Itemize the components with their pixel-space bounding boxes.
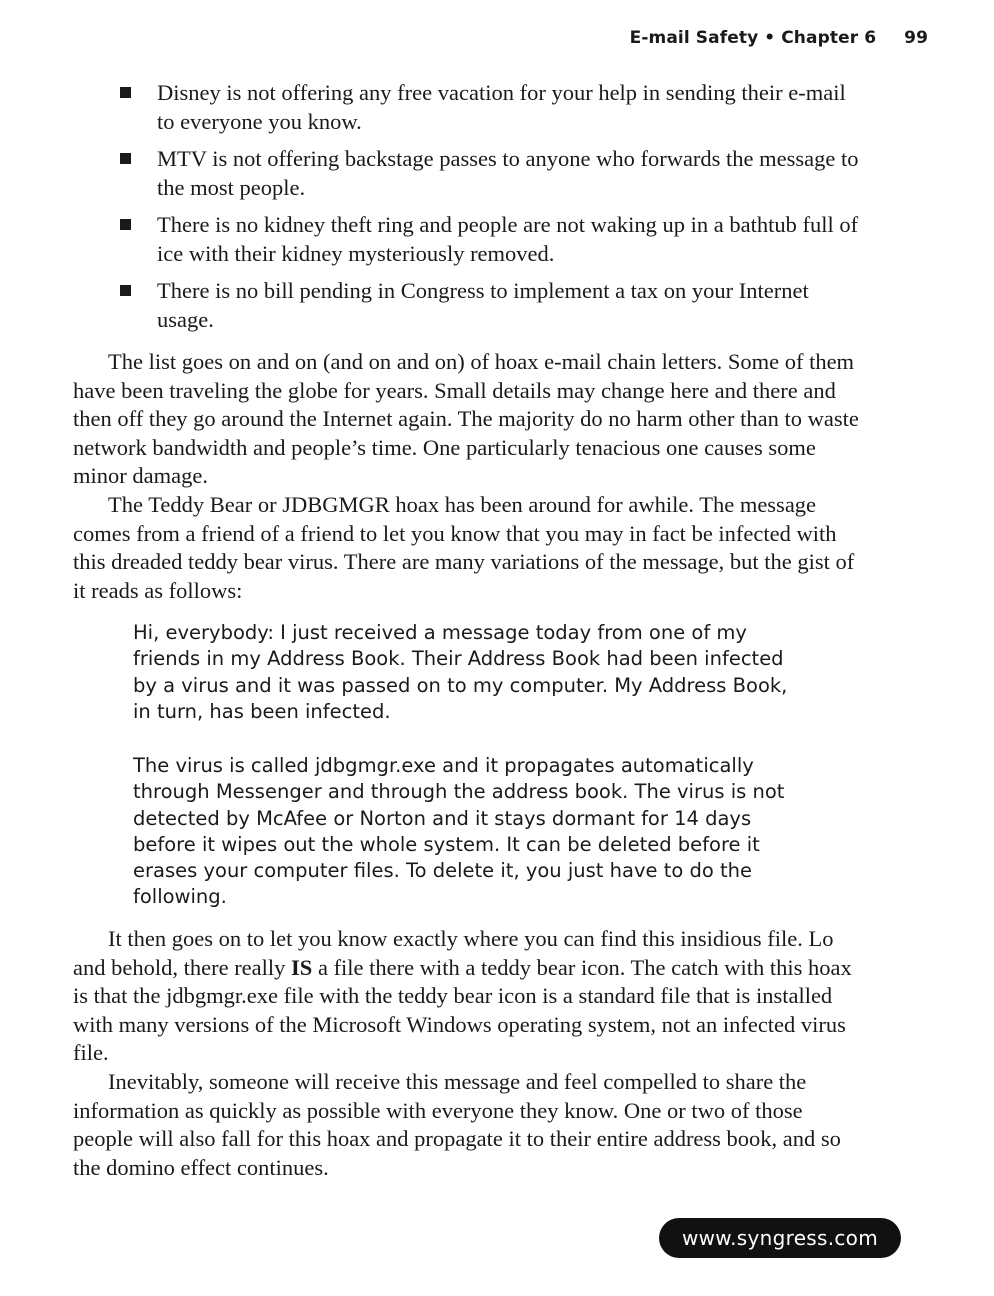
hoax-quote-paragraph: Hi, everybody: I just received a message today from one of my friends in my Address Book. Their Address Book had been infected by a virus and it was passed on to my computer. My Address Book, in turn, has been infected. xyxy=(133,621,788,723)
bullet-square-icon xyxy=(120,153,131,164)
website-badge: www.syngress.com xyxy=(659,1218,901,1258)
emphasis-text: IS xyxy=(291,954,313,980)
body-paragraph xyxy=(73,925,863,1068)
bullet-text: There is no bill pending in Congress to implement a tax on your Internet usage. xyxy=(157,278,809,332)
hoax-quote-paragraph: The virus is called jdbgmgr.exe and it propagates automatically through Messenger and through the address book. The virus is not detected by McAfee or Norton and it stays dormant for 14 days before it wipes out the whole system. It can be deleted before it erases your computer files. To delete it, you just have to do the following. xyxy=(133,754,785,909)
bullet-text: Disney is not offering any free vacation for your help in sending their e-mail to everyone you know. xyxy=(157,80,846,134)
body-paragraph: Inevitably, someone will receive this message and feel compelled to share the information as quickly as possible with everyone they know. One or two of those people will also fall for this hoax and propagate it to their entire address book, and so the domino effect continues. xyxy=(73,1069,841,1180)
bullet-square-icon xyxy=(120,285,131,296)
bullet-square-icon xyxy=(120,219,131,230)
paragraph-text: a file there with a teddy bear icon. The catch with this hoax is that the jdbgmgr.exe file with the teddy bear icon is a standard file that is installed with many versions of the Microsoft Windows operating system, not an infected virus file. xyxy=(73,954,852,1066)
bullet-text: MTV is not offering backstage passes to anyone who forwards the message to the most people. xyxy=(157,146,859,200)
list-item xyxy=(120,210,860,268)
list-item xyxy=(120,144,860,202)
header-separator: • xyxy=(764,28,776,48)
body-paragraph: The Teddy Bear or JDBGMGR hoax has been around for awhile. The message comes from a friend of a friend to let you know that you may in fact be infected with this dreaded teddy bear virus. There are many variations of the message, but the gist of it reads as follows: xyxy=(73,492,855,603)
body-paragraph: The list goes on and on (and on and on) of hoax e-mail chain letters. Some of them have been traveling the globe for years. Small details may change here and there and then off they go around the Internet again. The majority do no harm other than to waste network bandwidth and people’s time. One particularly tenacious one causes some minor damage. xyxy=(73,349,859,489)
paragraph-text: It then goes on to let you know exactly where you can find this insidious file. Lo and behold, there really xyxy=(73,926,834,980)
header-section: E-mail Safety xyxy=(629,28,759,48)
bullet-text: There is no kidney theft ring and people are not waking up in a bathtub full of ice with their kidney mysteriously removed. xyxy=(157,212,859,266)
list-item xyxy=(120,276,860,334)
bullet-square-icon xyxy=(120,87,131,98)
header-chapter: Chapter 6 xyxy=(781,28,877,48)
bullet-list xyxy=(120,78,860,342)
list-item xyxy=(120,78,860,136)
running-header xyxy=(630,28,928,48)
page-number: 99 xyxy=(904,28,928,48)
